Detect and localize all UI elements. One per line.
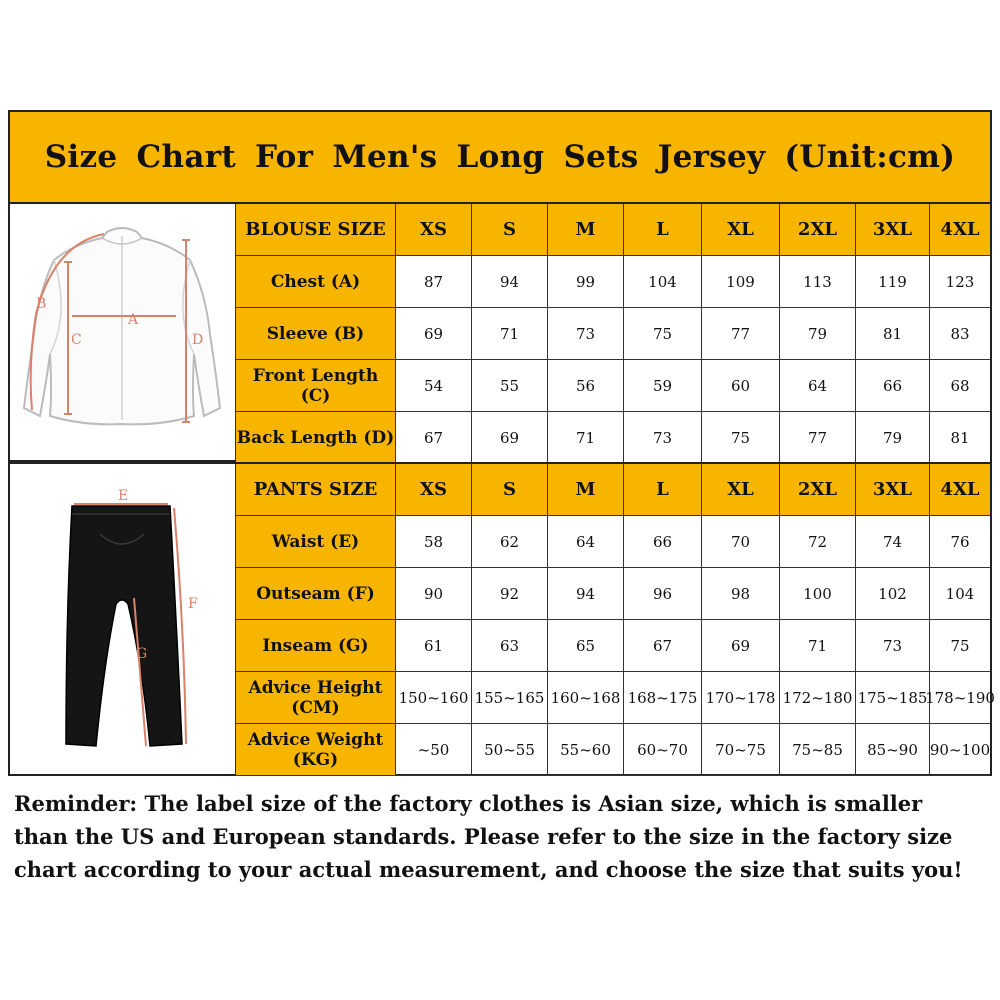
pants-row-label: Inseam (G) bbox=[236, 620, 396, 672]
blouse-value-cell: 68 bbox=[930, 360, 990, 412]
measure-letter-c: C bbox=[71, 332, 82, 348]
pants-value-cell: 74 bbox=[856, 516, 930, 568]
pants-value-cell: 73 bbox=[856, 620, 930, 672]
pants-value-cell: 63 bbox=[472, 620, 548, 672]
pants-value-cell: 61 bbox=[396, 620, 472, 672]
blouse-value-cell: 56 bbox=[548, 360, 624, 412]
pants-value-cell: 90 bbox=[396, 568, 472, 620]
pants-row-label: Advice Height (CM) bbox=[236, 672, 396, 724]
pants-shape bbox=[66, 506, 182, 746]
pants-value-cell: 96 bbox=[624, 568, 702, 620]
blouse-row-label: Chest (A) bbox=[236, 256, 396, 308]
blouse-value-cell: 60 bbox=[702, 360, 780, 412]
blouse-size-7: 4XL bbox=[930, 204, 990, 256]
blouse-value-cell: 66 bbox=[856, 360, 930, 412]
measure-letter-g: G bbox=[136, 646, 148, 662]
pants-value-cell: 155~165 bbox=[472, 672, 548, 724]
blouse-value-cell: 54 bbox=[396, 360, 472, 412]
blouse-value-cell: 79 bbox=[856, 412, 930, 464]
pants-value-cell: 160~168 bbox=[548, 672, 624, 724]
pants-size-4: XL bbox=[702, 464, 780, 516]
blouse-value-cell: 59 bbox=[624, 360, 702, 412]
jersey-diagram bbox=[10, 204, 236, 462]
pants-value-cell: 92 bbox=[472, 568, 548, 620]
pants-value-cell: 85~90 bbox=[856, 724, 930, 776]
blouse-value-cell: 55 bbox=[472, 360, 548, 412]
jersey-illustration bbox=[10, 204, 234, 460]
section-divider bbox=[10, 462, 990, 464]
blouse-value-cell: 79 bbox=[780, 308, 856, 360]
pants-value-cell: 70~75 bbox=[702, 724, 780, 776]
reminder-note: Reminder: The label size of the factory clothes is Asian size, which is smaller than the US and European standards. Please refer to the size in the factory size chart according to your actual measurement, and choose the size that suits you! bbox=[14, 791, 963, 882]
pants-size-2: M bbox=[548, 464, 624, 516]
pants-value-cell: 90~100 bbox=[930, 724, 990, 776]
pants-size-3: L bbox=[624, 464, 702, 516]
blouse-value-cell: 113 bbox=[780, 256, 856, 308]
pants-value-cell: 102 bbox=[856, 568, 930, 620]
blouse-row-label: Sleeve (B) bbox=[236, 308, 396, 360]
pants-value-cell: 175~185 bbox=[856, 672, 930, 724]
blouse-size-6: 3XL bbox=[856, 204, 930, 256]
measure-letter-a: A bbox=[128, 312, 139, 328]
pants-value-cell: 168~175 bbox=[624, 672, 702, 724]
pants-size-0: XS bbox=[396, 464, 472, 516]
blouse-size-header: BLOUSE SIZE bbox=[236, 204, 396, 256]
blouse-value-cell: 67 bbox=[396, 412, 472, 464]
blouse-value-cell: 81 bbox=[930, 412, 990, 464]
blouse-value-cell: 75 bbox=[624, 308, 702, 360]
blouse-size-0: XS bbox=[396, 204, 472, 256]
blouse-row-label: Front Length (C) bbox=[236, 360, 396, 412]
pants-value-cell: 58 bbox=[396, 516, 472, 568]
pants-value-cell: 98 bbox=[702, 568, 780, 620]
pants-value-cell: 178~190 bbox=[930, 672, 990, 724]
pants-value-cell: 76 bbox=[930, 516, 990, 568]
pants-value-cell: ~50 bbox=[396, 724, 472, 776]
blouse-value-cell: 75 bbox=[702, 412, 780, 464]
pants-size-5: 2XL bbox=[780, 464, 856, 516]
blouse-value-cell: 87 bbox=[396, 256, 472, 308]
blouse-value-cell: 123 bbox=[930, 256, 990, 308]
blouse-value-cell: 64 bbox=[780, 360, 856, 412]
pants-value-cell: 75~85 bbox=[780, 724, 856, 776]
blouse-value-cell: 73 bbox=[624, 412, 702, 464]
blouse-value-cell: 83 bbox=[930, 308, 990, 360]
blouse-value-cell: 71 bbox=[472, 308, 548, 360]
blouse-size-2: M bbox=[548, 204, 624, 256]
pants-value-cell: 66 bbox=[624, 516, 702, 568]
blouse-value-cell: 69 bbox=[472, 412, 548, 464]
measure-letter-d: D bbox=[192, 332, 204, 348]
blouse-value-cell: 99 bbox=[548, 256, 624, 308]
pants-illustration bbox=[10, 464, 234, 774]
blouse-size-4: XL bbox=[702, 204, 780, 256]
pants-value-cell: 172~180 bbox=[780, 672, 856, 724]
blouse-value-cell: 119 bbox=[856, 256, 930, 308]
blouse-value-cell: 71 bbox=[548, 412, 624, 464]
pants-size-7: 4XL bbox=[930, 464, 990, 516]
pants-value-cell: 72 bbox=[780, 516, 856, 568]
pants-value-cell: 170~178 bbox=[702, 672, 780, 724]
measure-letter-e: E bbox=[118, 488, 129, 504]
blouse-row-label: Back Length (D) bbox=[236, 412, 396, 464]
pants-value-cell: 70 bbox=[702, 516, 780, 568]
pants-value-cell: 62 bbox=[472, 516, 548, 568]
pants-value-cell: 64 bbox=[548, 516, 624, 568]
pants-value-cell: 71 bbox=[780, 620, 856, 672]
blouse-value-cell: 109 bbox=[702, 256, 780, 308]
blouse-value-cell: 81 bbox=[856, 308, 930, 360]
pants-value-cell: 60~70 bbox=[624, 724, 702, 776]
pants-value-cell: 100 bbox=[780, 568, 856, 620]
pants-value-cell: 50~55 bbox=[472, 724, 548, 776]
size-chart-table bbox=[8, 110, 995, 776]
pants-value-cell: 67 bbox=[624, 620, 702, 672]
blouse-value-cell: 77 bbox=[702, 308, 780, 360]
blouse-size-1: S bbox=[472, 204, 548, 256]
pants-size-1: S bbox=[472, 464, 548, 516]
blouse-value-cell: 73 bbox=[548, 308, 624, 360]
pants-value-cell: 104 bbox=[930, 568, 990, 620]
pants-value-cell: 69 bbox=[702, 620, 780, 672]
pants-row-label: Outseam (F) bbox=[236, 568, 396, 620]
pants-value-cell: 65 bbox=[548, 620, 624, 672]
chart-title: Size Chart For Men's Long Sets Jersey (Unit:cm) bbox=[10, 112, 990, 204]
blouse-value-cell: 69 bbox=[396, 308, 472, 360]
pants-size-header: PANTS SIZE bbox=[236, 464, 396, 516]
measure-letter-f: F bbox=[188, 596, 198, 612]
pants-value-cell: 75 bbox=[930, 620, 990, 672]
pants-value-cell: 55~60 bbox=[548, 724, 624, 776]
pants-size-6: 3XL bbox=[856, 464, 930, 516]
pants-value-cell: 150~160 bbox=[396, 672, 472, 724]
blouse-value-cell: 104 bbox=[624, 256, 702, 308]
pants-row-label: Waist (E) bbox=[236, 516, 396, 568]
pants-value-cell: 94 bbox=[548, 568, 624, 620]
pants-diagram bbox=[10, 464, 236, 776]
blouse-size-3: L bbox=[624, 204, 702, 256]
measure-letter-b: B bbox=[36, 296, 47, 312]
blouse-size-5: 2XL bbox=[780, 204, 856, 256]
blouse-value-cell: 77 bbox=[780, 412, 856, 464]
blouse-value-cell: 94 bbox=[472, 256, 548, 308]
pants-row-label: Advice Weight (KG) bbox=[236, 724, 396, 776]
